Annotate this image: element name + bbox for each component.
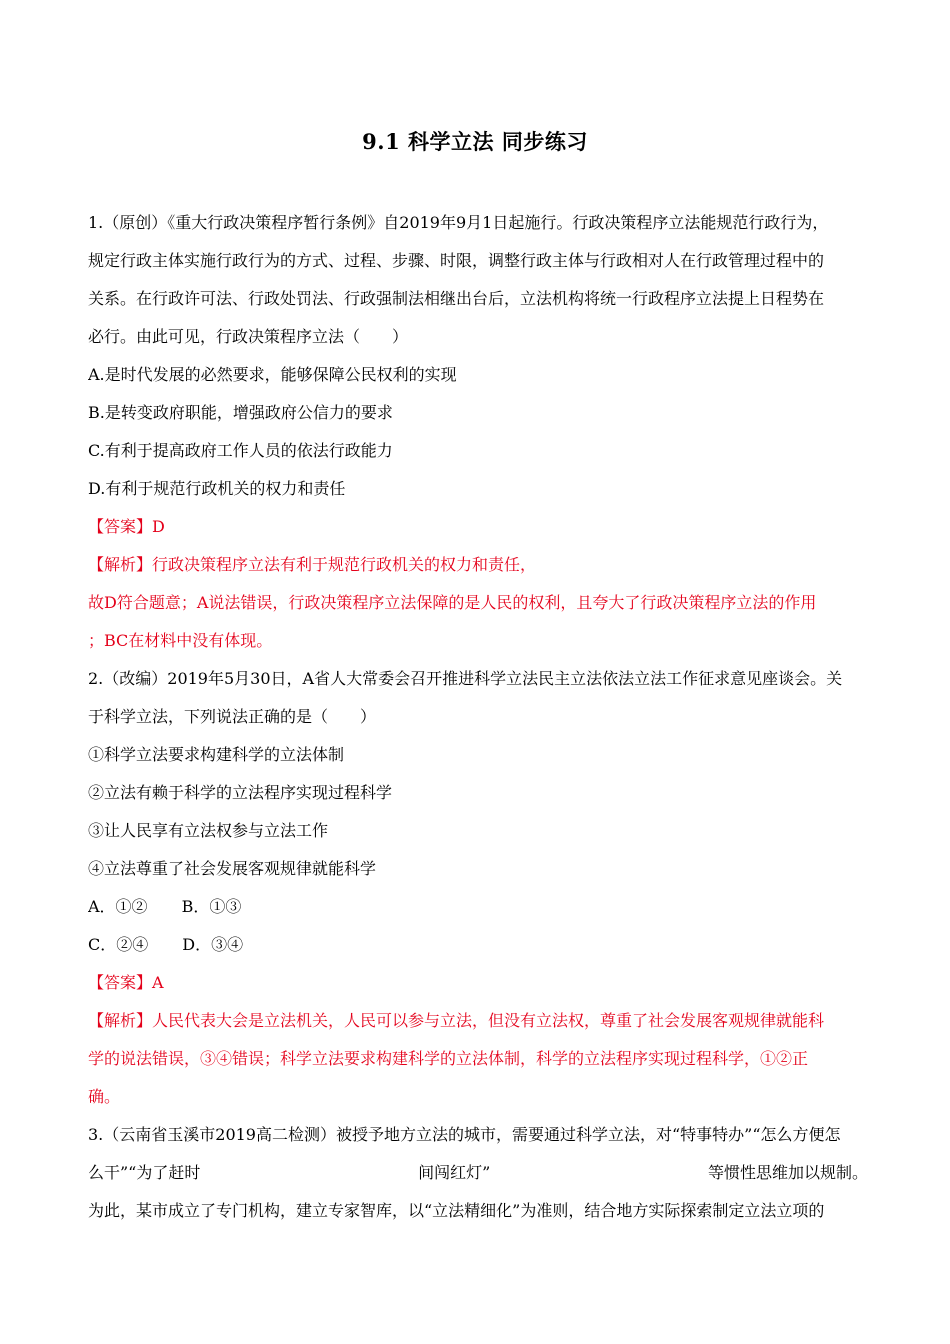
q2-option-a: A．①② xyxy=(88,897,148,916)
q1-stem-line-3: 关系。在行政许可法、行政处罚法、行政强制法相继出台后，立法机构将统一行政程序立法提上日程势在 xyxy=(88,289,825,308)
q2-answer-value: A xyxy=(152,973,164,992)
q3-stem-line-3: 为此，某市成立了专门机构，建立专家智库，以“立法精细化”为准则，结合地方实际探索制定立法立项的 xyxy=(88,1201,825,1220)
q1-stem-line-2: 规定行政主体实施行政行为的方式、过程、步骤、时限，调整行政主体与行政相对人在行政管理过程中的 xyxy=(88,251,825,270)
q3-stem-line-1: 3.（云南省玉溪市2019高二检测）被授予地方立法的城市，需要通过科学立法，对“特事特办”“怎么方便怎 xyxy=(88,1125,841,1144)
q3-stem-line-2 xyxy=(88,1162,868,1184)
q2-analysis-text-1: 人民代表大会是立法机关，人民可以参与立法，但没有立法权，尊重了社会发展客观规律就能科 xyxy=(152,1011,825,1030)
q1-option-d: D.有利于规范行政机关的权力和责任 xyxy=(88,479,346,498)
q1-analysis-text-1: 行政决策程序立法有利于规范行政机关的权力和责任， xyxy=(152,555,537,574)
q2-item-1: ①科学立法要求构建科学的立法体制 xyxy=(88,745,345,764)
q2-option-b: B．①③ xyxy=(181,897,242,916)
q2-item-3: ③让人民享有立法权参与立法工作 xyxy=(88,821,329,840)
q2-option-d: D．③④ xyxy=(182,935,244,954)
q3-line2-part-3: 等惯性思维加以规制。 xyxy=(707,1163,868,1182)
q1-analysis-line-2: 故D符合题意；A说法错误，行政决策程序立法保障的是人民的权利，且夸大了行政决策程序立法的作用 xyxy=(88,593,817,612)
q2-analysis-line-3: 确。 xyxy=(88,1087,121,1106)
q2-options-row-1 xyxy=(88,896,868,918)
q2-item-2: ②立法有赖于科学的立法程序实现过程科学 xyxy=(88,783,393,802)
q1-answer xyxy=(88,516,868,538)
q2-stem-line-1: 2.（改编）2019年5月30日，A省人大常委会召开推进科学立法民主立法依法立法工作征求意见座谈会。关 xyxy=(88,669,843,688)
q1-answer-value: D xyxy=(152,517,165,536)
q2-option-c: C．②④ xyxy=(88,935,149,954)
q2-analysis-label: 【解析】 xyxy=(88,1011,153,1030)
q1-stem-line-1: 1.（原创）《重大行政决策程序暂行条例》自2019年9月1日起施行。行政决策程序立法能规范行政行为， xyxy=(88,213,829,232)
q2-analysis-line-1 xyxy=(88,1010,868,1032)
q2-stem-line-2: 于科学立法，下列说法正确的是（ ） xyxy=(88,707,377,726)
q2-analysis-line-2: 学的说法错误，③④错误；科学立法要求构建科学的立法体制，科学的立法程序实现过程科学，①②正 xyxy=(88,1049,809,1068)
q2-item-4: ④立法尊重了社会发展客观规律就能科学 xyxy=(88,859,377,878)
q1-analysis-line-1 xyxy=(88,554,868,576)
q2-answer xyxy=(88,972,868,994)
q1-option-b: B.是转变政府职能，增强政府公信力的要求 xyxy=(88,403,393,422)
q1-analysis-label: 【解析】 xyxy=(88,555,153,574)
q1-option-c: C.有利于提高政府工作人员的依法行政能力 xyxy=(88,441,393,460)
q3-line2-part-1: 么干”“为了赶时 xyxy=(88,1163,201,1182)
q2-options-row-2 xyxy=(88,934,868,956)
q2-answer-label: 【答案】 xyxy=(88,973,153,992)
q1-analysis-line-3: ；BC在材料中没有体现。 xyxy=(88,631,273,650)
q1-option-a: A.是时代发展的必然要求，能够保障公民权利的实现 xyxy=(88,365,457,384)
q1-stem-line-4: 必行。由此可见，行政决策程序立法（ ） xyxy=(88,327,409,346)
page-title: 9.1 科学立法 同步练习 xyxy=(362,129,588,154)
q3-line2-part-2: 间闯红灯” xyxy=(418,1163,491,1182)
q1-answer-label: 【答案】 xyxy=(88,517,153,536)
